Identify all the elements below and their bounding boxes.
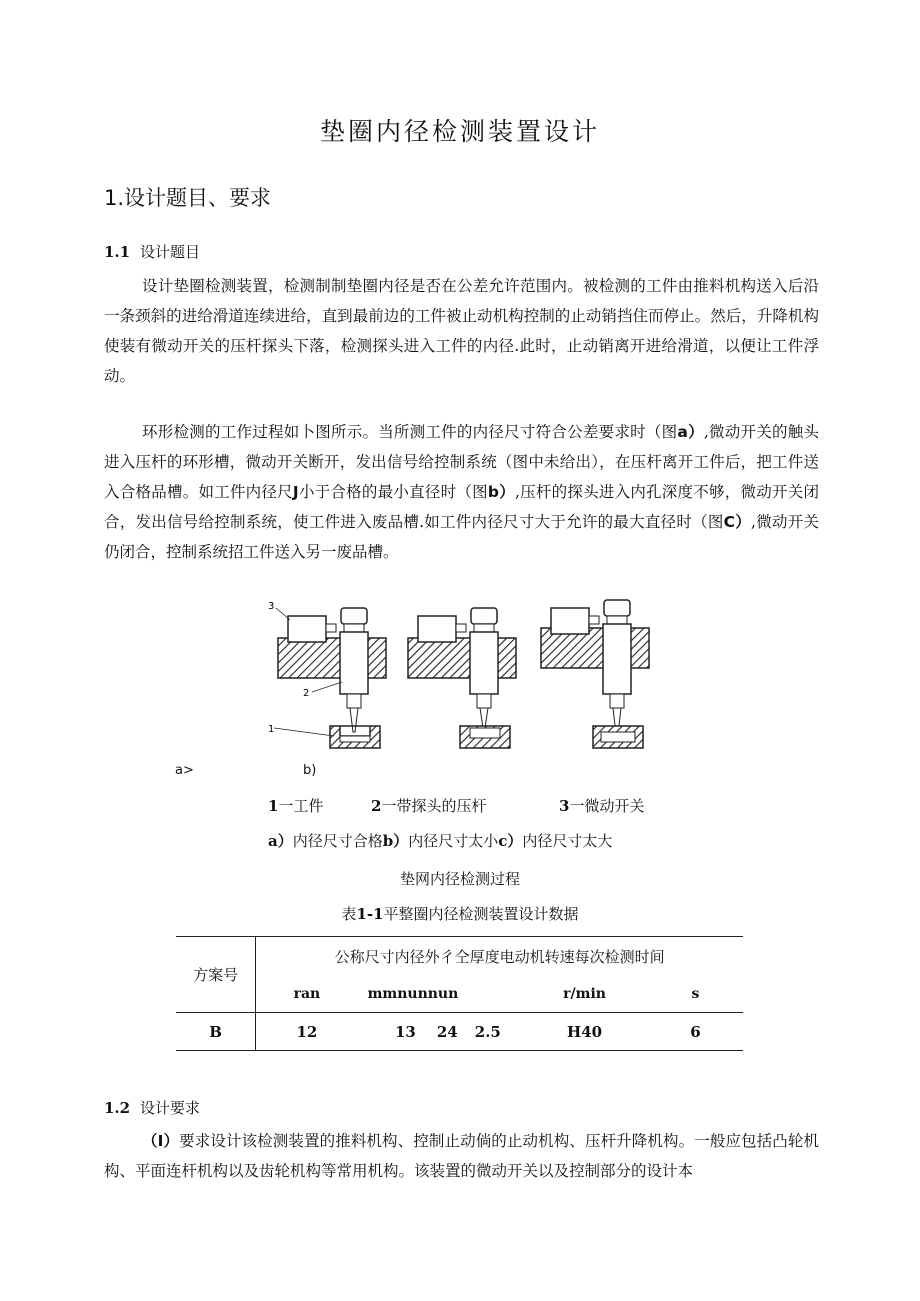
table-cell: 24 <box>436 1022 458 1041</box>
legend-item-3: 3一微动开关 <box>559 797 645 815</box>
legend-item-1: 1一工件 <box>268 797 324 815</box>
callout-3: 3 <box>268 601 275 612</box>
subsection-label: 设计题目 <box>140 243 201 261</box>
subsection-heading-1-1 <box>104 241 200 262</box>
panel-a-diagram <box>278 608 386 748</box>
callout-leader <box>312 682 342 692</box>
panel-b-diagram <box>408 608 516 748</box>
subsection-label: 设计要求 <box>140 1099 201 1117</box>
row-scheme: B <box>176 1013 256 1051</box>
figure-label-a: a> <box>175 763 194 778</box>
figure-label-b: b) <box>303 763 317 778</box>
subsection-number: 1.2 <box>104 1099 131 1117</box>
callout-leader <box>274 728 334 736</box>
callout-1: 1 <box>268 724 275 735</box>
figure-subcaption: a）内径尺寸合格b）内径尺寸太小c）内径尺寸太大 <box>268 832 613 850</box>
table-cell: H40 <box>567 1022 603 1041</box>
figure-caption: 垫网内径检测过程 <box>399 870 520 888</box>
table-caption: 表1-1平整圈内径检测装置设计数据 <box>341 905 579 923</box>
unit-cell: r/min <box>563 986 606 1003</box>
table-cell: 2.5 <box>474 1022 501 1041</box>
callout-2: 2 <box>303 688 310 699</box>
table-cell: 12 <box>296 1022 318 1041</box>
unit-cell: ran <box>293 986 321 1003</box>
legend-item-2: 2一带探头的压杆 <box>371 797 487 815</box>
header-scheme: 方案号 <box>176 937 256 1013</box>
section-heading-1: 1.设计题目、要求 <box>104 186 272 210</box>
table-cell: 6 <box>690 1022 701 1041</box>
unit-cell: s <box>691 986 700 1003</box>
unit-cell: mmnunnun <box>367 986 459 1003</box>
paragraph-2: 环形检测的工作过程如卜图所示。当所测工件的内径尺寸符合公差要求时（图a）,微动开关的触头进入压杆的环形槽，微动开关断开，发出信号给控制系统（图中未给出），在压杆离开工件后，把工件送入合格品槽。如工件内径尺J小于合格的最小直径时（图b）,压杆的探头进入内孔深度不够，微动开关闭合，发出信号给控制系统，使工件进入废品槽.如工件内径尺寸大于允许的最大直径时（图C）,微动开关仍闭合，控制系统招工件送入另一废品槽。 <box>104 423 819 561</box>
document-title: 垫圈内径检测装置设计 <box>319 117 600 146</box>
inspection-figure <box>268 596 668 761</box>
paragraph-1: 设计垫圈检测装置，检测制制垫圈内径是否在公差允许范围内。被检测的工件由推料机构送入后沿一条颈斜的进给滑道连续进给，直到最前边的工件被止动机构控制的止动销挡住而停止。然后，升降机构使装有微动开关的压杆探头下落，检测探头进入工件的内径.此时，止动销离开进给滑道，以便让工件浮动。 <box>104 277 819 385</box>
header-columns: 公称尺寸内径外彳仝厚度电动机转速每次检测时间 <box>334 948 665 967</box>
paragraph-3: （I）要求设计该检测装置的推料机构、控制止动倘的止动机构、压杆升降机构。一般应包括凸轮机构、平面连杆机构以及齿轮机构等常用机构。该装置的微动开关以及控制部分的设计本 <box>104 1132 819 1180</box>
subsection-heading-1-2 <box>104 1097 200 1118</box>
callout-leader <box>276 608 290 620</box>
table-cell: 13 <box>395 1022 416 1041</box>
panel-c-diagram <box>541 600 649 748</box>
design-data-table <box>176 936 743 1051</box>
subsection-number: 1.1 <box>104 243 131 261</box>
